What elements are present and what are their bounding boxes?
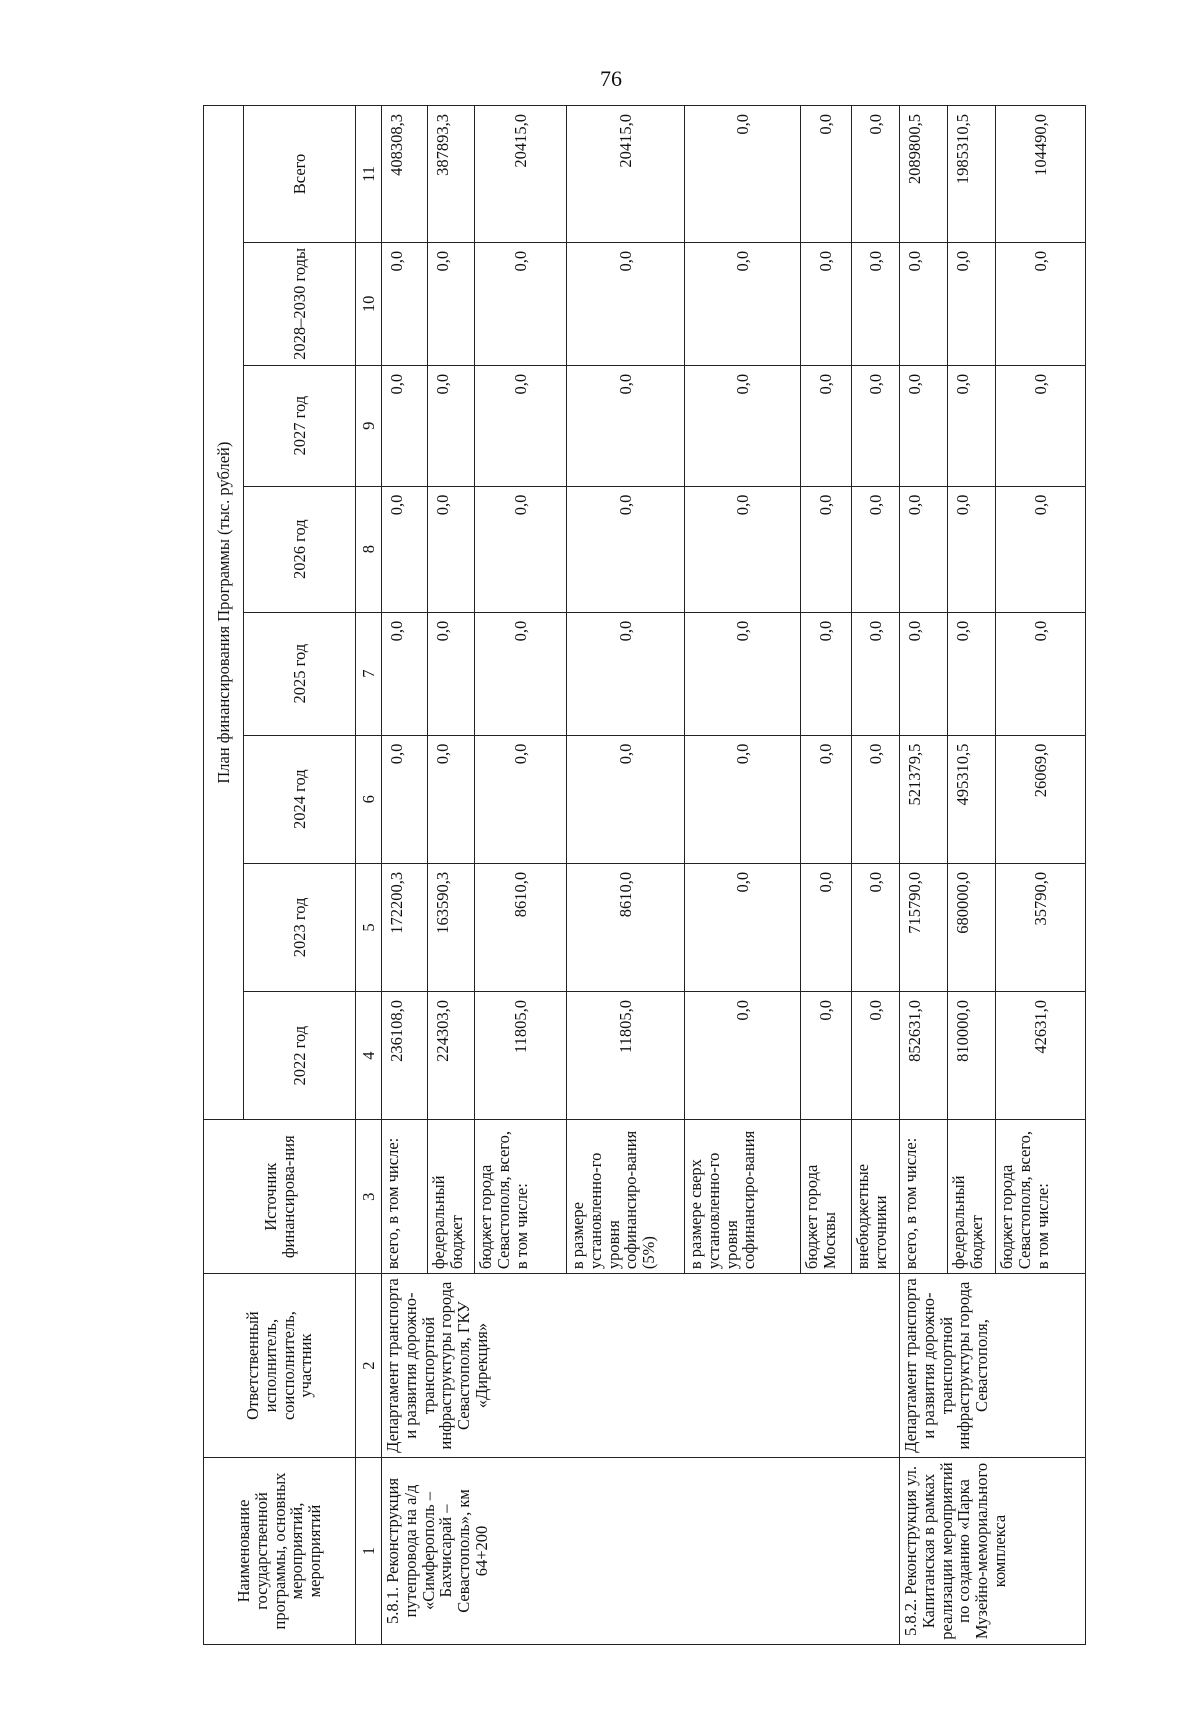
value-cell: 0,0 <box>801 735 852 863</box>
header-year: 2022 год <box>244 992 356 1120</box>
value-cell: 0,0 <box>948 612 996 735</box>
value-cell: 0,0 <box>996 612 1086 735</box>
column-index: 4 <box>356 992 382 1120</box>
header-year: 2026 год <box>244 486 356 612</box>
source-cell: внебюджетные источники <box>852 1120 900 1274</box>
value-cell: 0,0 <box>475 735 567 863</box>
page-number: 76 <box>600 66 622 91</box>
column-index: 8 <box>356 486 382 612</box>
value-cell: 0,0 <box>852 242 900 365</box>
value-cell: 0,0 <box>948 242 996 365</box>
value-cell: 0,0 <box>996 242 1086 365</box>
value-cell: 0,0 <box>852 106 900 243</box>
value-cell: 0,0 <box>428 735 475 863</box>
value-cell: 0,0 <box>382 365 428 486</box>
value-cell: 715790,0 <box>900 863 948 991</box>
value-cell: 0,0 <box>428 486 475 612</box>
value-cell: 104490,0 <box>996 106 1086 243</box>
column-index: 11 <box>356 106 382 243</box>
item-responsible: Департамент транспорта и развития дорожно-транспортной инфраструктуры города Севастополя, <box>900 1274 1086 1458</box>
value-cell: 0,0 <box>852 486 900 612</box>
value-cell: 387893,3 <box>428 106 475 243</box>
value-cell: 0,0 <box>801 612 852 735</box>
value-cell: 0,0 <box>382 486 428 612</box>
value-cell: 0,0 <box>900 242 948 365</box>
header-total: Всего <box>244 106 356 243</box>
value-cell: 0,0 <box>948 486 996 612</box>
value-cell: 0,0 <box>801 992 852 1120</box>
value-cell: 0,0 <box>801 365 852 486</box>
source-cell: всего, в том числе: <box>900 1120 948 1274</box>
value-cell: 0,0 <box>475 612 567 735</box>
value-cell: 0,0 <box>685 612 801 735</box>
value-cell: 0,0 <box>685 863 801 991</box>
value-cell: 0,0 <box>900 365 948 486</box>
value-cell: 0,0 <box>852 365 900 486</box>
value-cell: 0,0 <box>567 735 685 863</box>
value-cell: 0,0 <box>801 106 852 243</box>
value-cell: 0,0 <box>948 365 996 486</box>
source-cell: федеральный бюджет <box>428 1120 475 1274</box>
header-plan: План финансирования Программы (тыс. рублей) <box>204 106 244 1120</box>
value-cell: 224303,0 <box>428 992 475 1120</box>
table-row <box>900 106 948 1645</box>
value-cell: 0,0 <box>900 486 948 612</box>
header-responsible: Ответственный исполнитель, соисполнитель, участник <box>204 1274 356 1458</box>
value-cell: 0,0 <box>685 242 801 365</box>
header-year: 2023 год <box>244 863 356 991</box>
value-cell: 11805,0 <box>567 992 685 1120</box>
value-cell: 35790,0 <box>996 863 1086 991</box>
rotated-table-container <box>203 105 1083 1645</box>
value-cell: 680000,0 <box>948 863 996 991</box>
value-cell: 0,0 <box>382 735 428 863</box>
value-cell: 408308,3 <box>382 106 428 243</box>
source-cell: в размере установленно-го уровня софинансиро-вания (5%) <box>567 1120 685 1274</box>
value-cell: 0,0 <box>801 242 852 365</box>
value-cell: 0,0 <box>567 365 685 486</box>
value-cell: 20415,0 <box>567 106 685 243</box>
value-cell: 0,0 <box>428 242 475 365</box>
value-cell: 0,0 <box>685 992 801 1120</box>
value-cell: 1985310,5 <box>948 106 996 243</box>
header-name: Наименование государственной программы, основных мероприятий, мероприятий <box>204 1457 356 1644</box>
value-cell: 0,0 <box>567 612 685 735</box>
value-cell: 0,0 <box>475 486 567 612</box>
column-index: 2 <box>356 1274 382 1458</box>
item-responsible: Департамент транспорта и развития дорожно-транспортной инфраструктуры города Севастополя, ГКУ «Дирекция» <box>382 1274 900 1458</box>
column-index: 5 <box>356 863 382 991</box>
source-cell: бюджет города Севастополя, всего, в том числе: <box>996 1120 1086 1274</box>
value-cell: 172200,3 <box>382 863 428 991</box>
value-cell: 8610,0 <box>475 863 567 991</box>
value-cell: 852631,0 <box>900 992 948 1120</box>
value-cell: 0,0 <box>801 486 852 612</box>
value-cell: 0,0 <box>801 863 852 991</box>
header-year: 2025 год <box>244 612 356 735</box>
value-cell: 0,0 <box>382 612 428 735</box>
value-cell: 495310,5 <box>948 735 996 863</box>
value-cell: 0,0 <box>567 242 685 365</box>
value-cell: 0,0 <box>685 365 801 486</box>
header-year: 2028–2030 годы <box>244 242 356 365</box>
value-cell: 0,0 <box>475 242 567 365</box>
financing-table <box>203 105 1086 1645</box>
value-cell: 2089800,5 <box>900 106 948 243</box>
value-cell: 0,0 <box>996 486 1086 612</box>
value-cell: 0,0 <box>852 612 900 735</box>
value-cell: 0,0 <box>852 863 900 991</box>
source-cell: федеральный бюджет <box>948 1120 996 1274</box>
value-cell: 0,0 <box>852 735 900 863</box>
value-cell: 11805,0 <box>475 992 567 1120</box>
column-index: 1 <box>356 1457 382 1644</box>
value-cell: 42631,0 <box>996 992 1086 1120</box>
value-cell: 810000,0 <box>948 992 996 1120</box>
value-cell: 0,0 <box>428 612 475 735</box>
value-cell: 0,0 <box>567 486 685 612</box>
column-index: 6 <box>356 735 382 863</box>
header-year: 2024 год <box>244 735 356 863</box>
column-index: 9 <box>356 365 382 486</box>
value-cell: 236108,0 <box>382 992 428 1120</box>
item-name: 5.8.1. Реконструкция путепровода на а/д «Симферополь – Бахчисарай – Севастополь», км 64+200 <box>382 1457 900 1644</box>
value-cell: 0,0 <box>475 365 567 486</box>
column-index: 10 <box>356 242 382 365</box>
source-cell: бюджет города Севастополя, всего, в том числе: <box>475 1120 567 1274</box>
value-cell: 521379,5 <box>900 735 948 863</box>
column-index: 3 <box>356 1120 382 1274</box>
value-cell: 0,0 <box>900 612 948 735</box>
value-cell: 0,0 <box>685 735 801 863</box>
item-name: 5.8.2. Реконструкция ул. Капитанская в рамках реализации мероприятий по созданию «Парка Музейно-мемориального комплекса <box>900 1457 1086 1644</box>
value-cell: 163590,3 <box>428 863 475 991</box>
value-cell: 0,0 <box>382 242 428 365</box>
value-cell: 0,0 <box>996 365 1086 486</box>
source-cell: бюджет города Москвы <box>801 1120 852 1274</box>
value-cell: 0,0 <box>852 992 900 1120</box>
value-cell: 0,0 <box>428 365 475 486</box>
value-cell: 0,0 <box>685 486 801 612</box>
table-row <box>382 106 428 1645</box>
value-cell: 26069,0 <box>996 735 1086 863</box>
value-cell: 8610,0 <box>567 863 685 991</box>
source-cell: в размере сверх установленно-го уровня софинансиро-вания <box>685 1120 801 1274</box>
value-cell: 20415,0 <box>475 106 567 243</box>
column-index: 7 <box>356 612 382 735</box>
header-year: 2027 год <box>244 365 356 486</box>
source-cell: всего, в том числе: <box>382 1120 428 1274</box>
header-source: Источник финансирова-ния <box>204 1120 356 1274</box>
value-cell: 0,0 <box>685 106 801 243</box>
